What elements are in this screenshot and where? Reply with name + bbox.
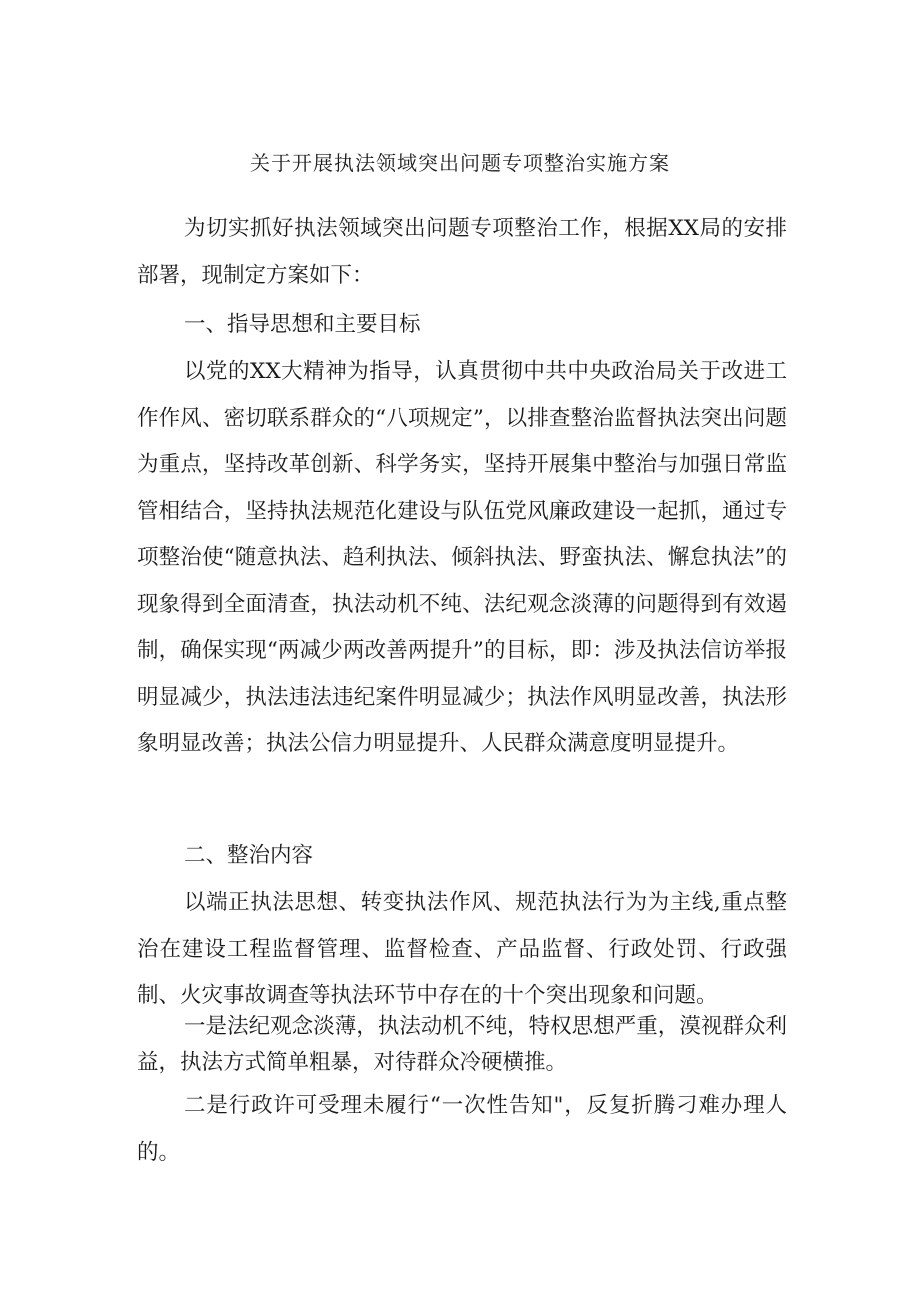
list-item-two: 二是行政许可受理未履行“一次性告知"，反复折腾刁难办理人的。 xyxy=(137,1093,787,1165)
section-heading-rectification-content: 二、整治内容 xyxy=(184,843,314,868)
intro-paragraph: 为切实抓好执法领域突出问题专项整治工作，根据XX局的安排部署，现制定方案如下： xyxy=(137,216,787,288)
section-body-rectification-content: 以端正执法思想、转变执法作风、规范执法行为为主线,重点整治在建设工程监督管理、监督检查、产品监督、行政处罚、行政强制、火灾事故调查等执法环节中存在的十个突出现象和问题。 xyxy=(137,890,787,1008)
section-body-guiding-ideology: 以党的XX大精神为指导，认真贯彻中共中央政治局关于改进工作作风、密切联系群众的“八项规定”，以排查整治监督执法突出问题为重点，坚持改革创新、科学务实，坚持开展集中整治与加强日常监管相结合，坚持执法规范化建设与队伍党风廉政建设一起抓，通过专项整治使“随意执法、趋利执法、倾斜执法、野蛮执法、懈怠执法”的现象得到全面清查，执法动机不纯、法纪观念淡薄的问题得到有效遏制，确保实现“两减少两改善两提升”的目标，即：涉及执法信访举报明显减少，执法违法违纪案件明显减少；执法作风明显改善，执法形象明显改善；执法公信力明显提升、人民群众满意度明显提升。 xyxy=(137,359,787,756)
section-heading-guiding-ideology: 一、指导思想和主要目标 xyxy=(184,312,421,337)
document-title: 关于开展执法领域突出问题专项整治实施方案 xyxy=(250,151,670,175)
list-item-one: 一是法纪观念淡薄，执法动机不纯，特权思想严重，漠视群众利益，执法方式简单粗暴，对待群众冷硬横推。 xyxy=(137,1014,787,1075)
